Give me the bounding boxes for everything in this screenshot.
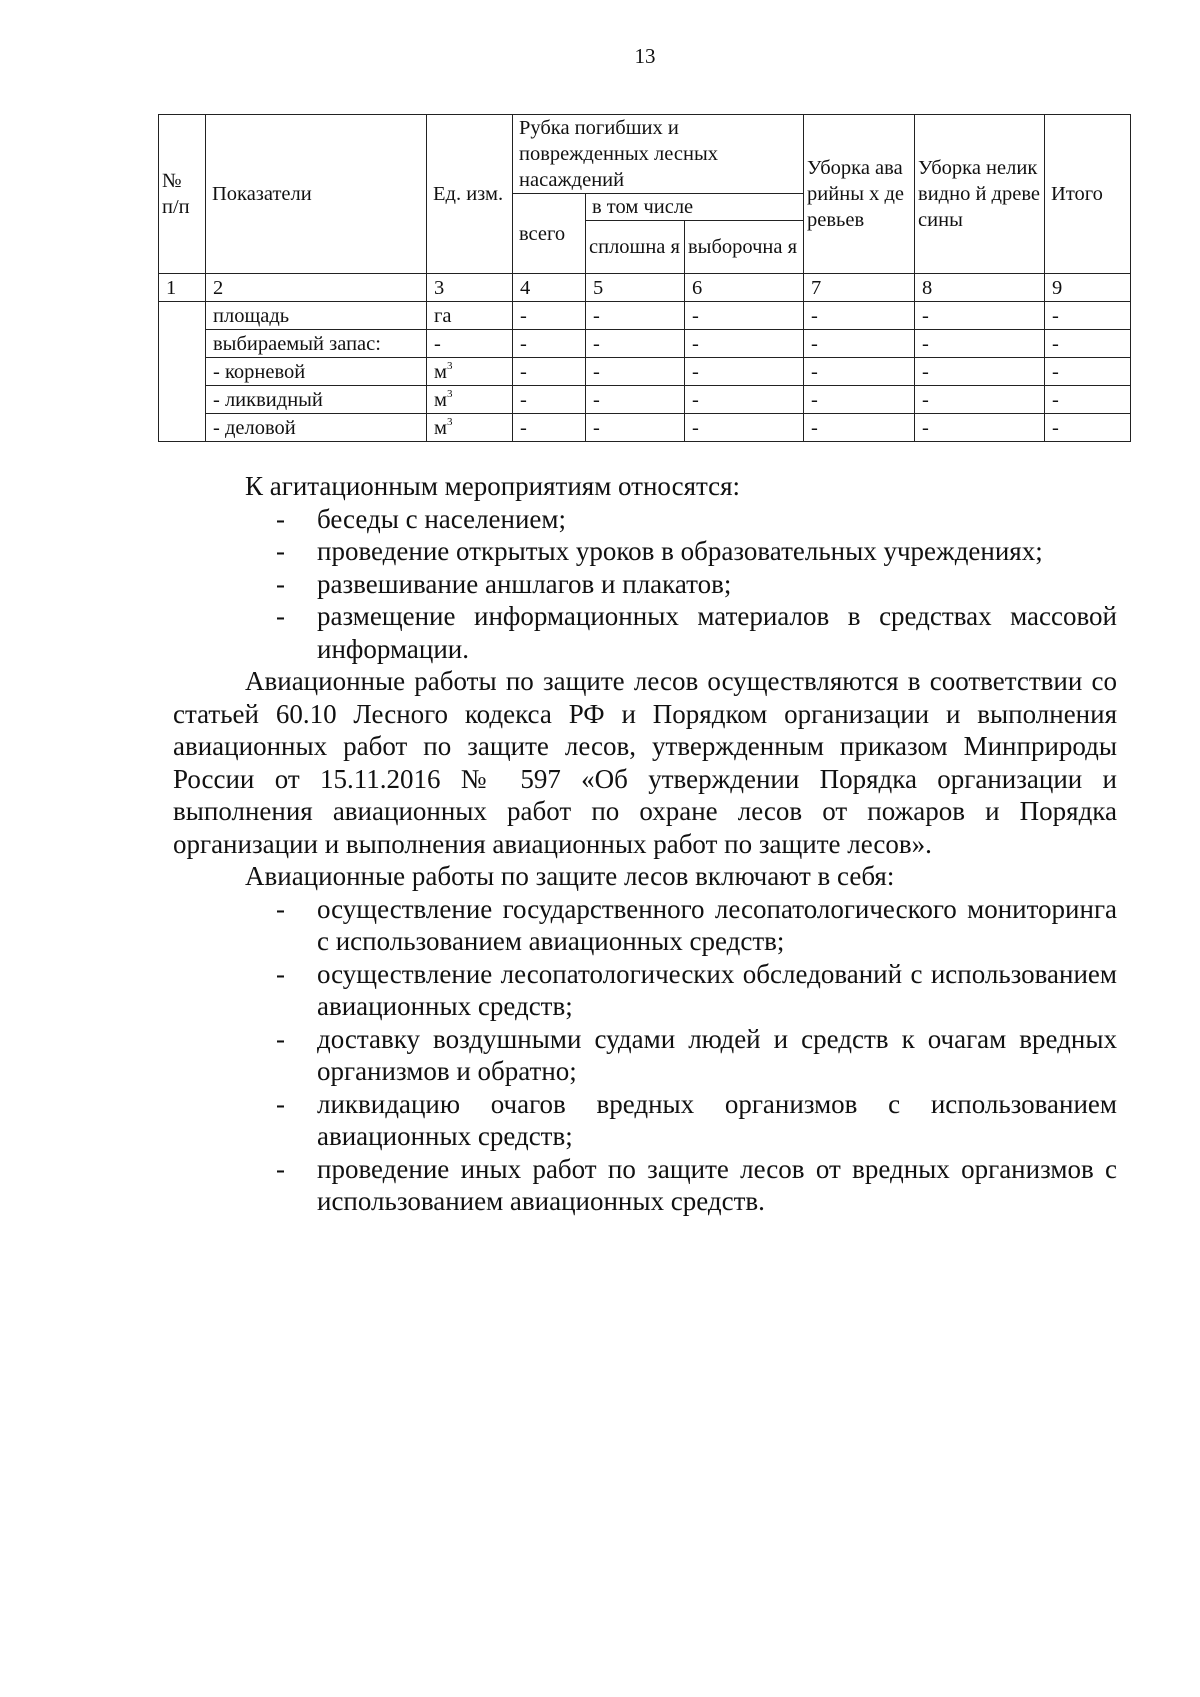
row-unit: $м^3$: [427, 414, 513, 442]
column-number: 8: [915, 274, 1045, 302]
list-item: - ликвидацию очагов вредных организмов с использованием авиационных средств;: [276, 1088, 1117, 1151]
dash-bullet: -: [276, 601, 285, 631]
cell-value: -: [685, 302, 804, 330]
dash-bullet: -: [276, 958, 285, 989]
table-row: [159, 330, 1131, 358]
cell-value: -: [586, 302, 685, 330]
header-indicators: Показатели: [206, 115, 427, 274]
header-including: в том числе: [586, 194, 804, 221]
column-number: 2: [206, 274, 427, 302]
row-name: выбираемый запас:: [206, 330, 427, 358]
dash-bullet: -: [276, 893, 285, 924]
cell-value: -: [804, 358, 915, 386]
cell-value: -: [915, 302, 1045, 330]
cell-value: -: [586, 358, 685, 386]
aviation-paragraph: Авиационные работы по защите лесов осуществляются в соответствии со статьей 60.10 Лесного кодекса РФ и Порядком организации и выполнения авиационных работ по защите лесов, утвержденным приказом Минприроды России от 15.11.2016 № 597 «Об утверждении Порядка организации и выполнения авиационных работ по охране лесов от пожаров и Порядка организации и выполнения авиационных работ по защите лесов».: [173, 666, 1117, 859]
page-number: 13: [634, 44, 656, 68]
list-item: - беседы с населением;: [276, 503, 566, 534]
header-clear-cut: сплошна я: [586, 221, 685, 274]
aviation-works-intro: Авиационные работы по защите лесов включают в себя:: [245, 861, 895, 891]
header-total-cut: всего: [513, 194, 586, 274]
table-row: [159, 414, 1131, 442]
cell-value: -: [586, 386, 685, 414]
cell-value: -: [915, 330, 1045, 358]
body-text: [173, 470, 1117, 1218]
cell-value: -: [685, 414, 804, 442]
cell-value: -: [1045, 386, 1131, 414]
empty-num-cell: [159, 302, 206, 442]
cell-value: -: [513, 414, 586, 442]
cell-value: -: [804, 386, 915, 414]
header-unit: Ед. изм.: [427, 115, 513, 274]
header-cutting: Рубка погибших и поврежденных лесных насаждений: [513, 115, 804, 194]
cell-value: -: [513, 386, 586, 414]
header-num: № п/п: [159, 115, 206, 274]
cell-value: -: [804, 302, 915, 330]
cell-value: -: [915, 386, 1045, 414]
column-number: 6: [685, 274, 804, 302]
cell-value: -: [915, 414, 1045, 442]
header-grand-total: Итого: [1045, 115, 1131, 274]
cell-value: -: [513, 330, 586, 358]
row-unit: $м^3$: [427, 358, 513, 386]
dash-bullet: -: [276, 1088, 285, 1119]
row-unit: $м^3$: [427, 386, 513, 414]
row-unit: -: [427, 330, 513, 358]
dash-bullet: -: [276, 1023, 285, 1054]
list-item: - осуществление государственного лесопатологического мониторинга с использованием авиационных средств;: [276, 893, 1117, 956]
row-name: - корневой: [206, 358, 427, 386]
column-number: 3: [427, 274, 513, 302]
agitation-list: [173, 503, 1117, 666]
forest-works-table: [158, 114, 1131, 442]
column-number: 9: [1045, 274, 1131, 302]
row-name: - ликвидный: [206, 386, 427, 414]
dash-bullet: -: [276, 568, 285, 599]
cell-value: -: [804, 414, 915, 442]
cell-value: -: [685, 358, 804, 386]
row-name: площадь: [206, 302, 427, 330]
cell-value: -: [915, 358, 1045, 386]
cell-value: -: [1045, 414, 1131, 442]
cell-value: -: [685, 330, 804, 358]
dash-bullet: -: [276, 1153, 285, 1184]
cell-value: -: [513, 358, 586, 386]
list-item: - развешивание аншлагов и плакатов;: [276, 568, 732, 599]
cell-value: -: [1045, 358, 1131, 386]
cell-value: -: [513, 302, 586, 330]
header-cleanup-emergency: Уборка аварийны х деревьев: [804, 115, 915, 274]
header-selective-cut: выборочна я: [685, 221, 804, 274]
column-numbers-row: [159, 274, 1131, 302]
header-cleanup-illiquid: Уборка неликвидно й древесины: [915, 115, 1045, 274]
cell-value: -: [1045, 330, 1131, 358]
cell-value: -: [804, 330, 915, 358]
list-item: - размещение информационных материалов в средствах массовой информации.: [276, 601, 1117, 664]
list-item: - проведение иных работ по защите лесов от вредных организмов с использованием авиационных средств.: [276, 1153, 1117, 1216]
list-item: - осуществление лесопатологических обследований с использованием авиационных средств;: [276, 958, 1117, 1021]
table-row: [159, 302, 1131, 330]
column-number: 5: [586, 274, 685, 302]
dash-bullet: -: [276, 536, 285, 566]
dash-bullet: -: [276, 503, 285, 534]
list-item: - проведение открытых уроков в образовательных учреждениях;: [276, 536, 1043, 566]
column-number: 1: [159, 274, 206, 302]
cell-value: -: [586, 414, 685, 442]
agitation-intro: К агитационным мероприятиям относятся:: [245, 471, 741, 501]
table-row: [159, 358, 1131, 386]
table-row: [159, 386, 1131, 414]
aviation-works-list: [173, 893, 1117, 1218]
column-number: 7: [804, 274, 915, 302]
column-number: 4: [513, 274, 586, 302]
cell-value: -: [1045, 302, 1131, 330]
row-unit: га: [427, 302, 513, 330]
row-name: - деловой: [206, 414, 427, 442]
list-item: - доставку воздушными судами людей и средств к очагам вредных организмов и обратно;: [276, 1023, 1117, 1086]
cell-value: -: [586, 330, 685, 358]
cell-value: -: [685, 386, 804, 414]
